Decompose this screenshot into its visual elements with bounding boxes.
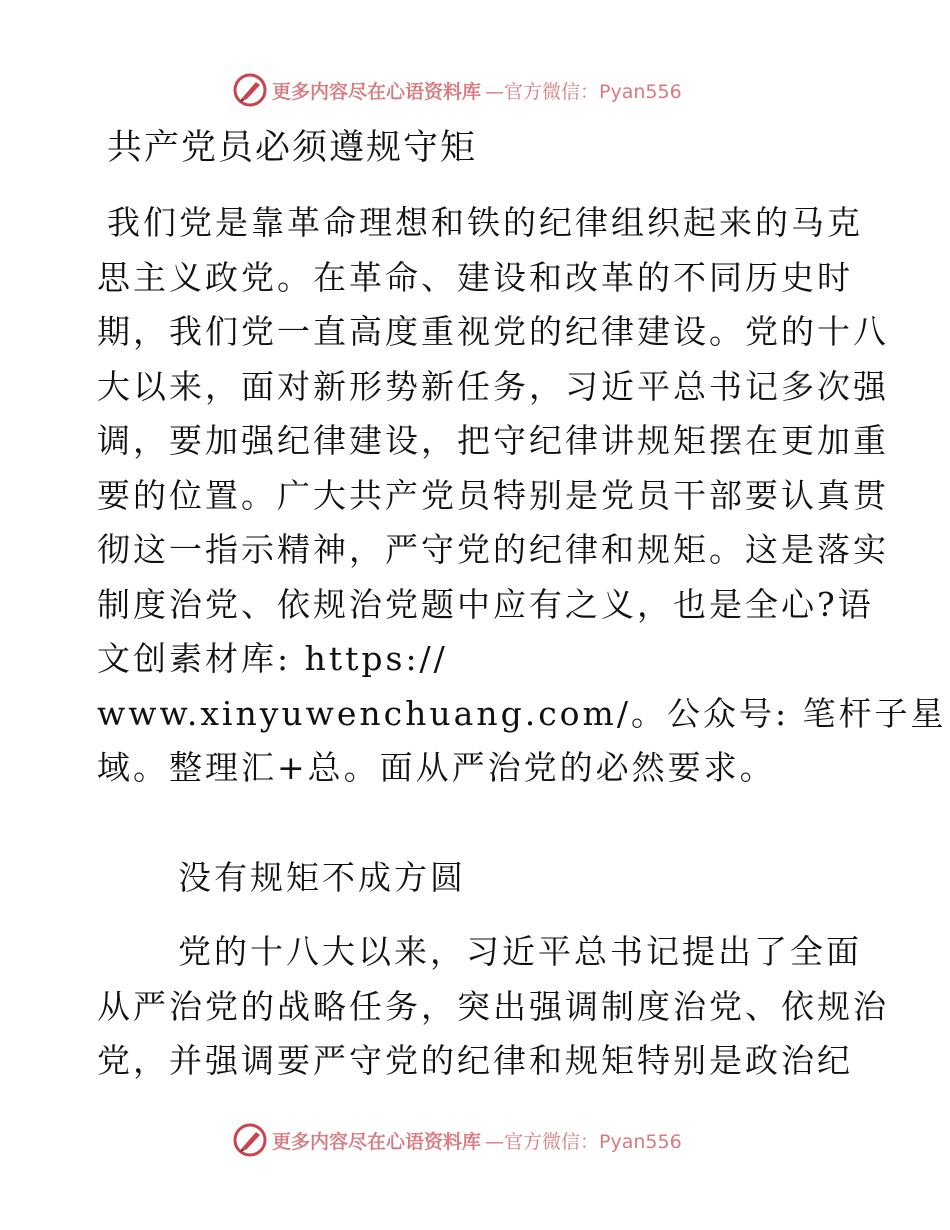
paragraph-line: 我们党是靠革命理想和铁的纪律组织起来的马克 (107, 203, 863, 242)
section-subheading: 没有规矩不成方圆 (178, 858, 466, 897)
paragraph-line: 期，我们党一直高度重视党的纪律建设。党的十八 (97, 312, 889, 351)
paragraph-line: 域。整理汇+总。面从严治党的必然要求。 (97, 748, 776, 787)
footer-watermark (232, 1120, 682, 1160)
paragraph-line: 大以来，面对新形势新任务，习近平总书记多次强 (97, 366, 889, 406)
paragraph-line: 党，并强调要严守党的纪律和规矩特别是政治纪 (97, 1041, 853, 1080)
paragraph-line: 从严治党的战略任务，突出强调制度治党、依规治 (97, 986, 889, 1026)
watermark-left-text: 更多内容尽在心语资料库 (272, 80, 482, 103)
watermark-right-text: —官方微信：Pyan556 (485, 1130, 682, 1153)
pen-logo-icon (232, 1122, 268, 1158)
pen-logo-icon (232, 72, 268, 108)
paragraph-line: 彻这一指示精神，严守党的纪律和规矩。这是落实 (97, 530, 889, 569)
paragraph-line: 调，要加强纪律建设，把守纪律讲规矩摆在更加重 (97, 421, 889, 460)
paragraph-line: 文创素材库: https:// (97, 639, 448, 678)
paragraph-line: 要的位置。广大共产党员特别是党员干部要认真贯 (97, 475, 889, 515)
paragraph-line: www.xinyuwenchuang.com/。公众号: 笔杆子星 (97, 693, 947, 733)
watermark-right-text: —官方微信：Pyan556 (485, 80, 682, 103)
document-title: 共产党员必须遵规守矩 (107, 128, 478, 168)
paragraph-1 (97, 196, 947, 796)
paragraph-line: 思主义政党。在革命、建设和改革的不同历史时 (97, 257, 853, 297)
watermark-left-text: 更多内容尽在心语资料库 (272, 1130, 482, 1153)
paragraph-line: 党的十八大以来，习近平总书记提出了全面 (178, 932, 862, 971)
paragraph-2 (97, 925, 889, 1089)
header-watermark (232, 70, 682, 110)
paragraph-line: 制度治党、依规治党题中应有之义，也是全心?语 (97, 584, 874, 624)
